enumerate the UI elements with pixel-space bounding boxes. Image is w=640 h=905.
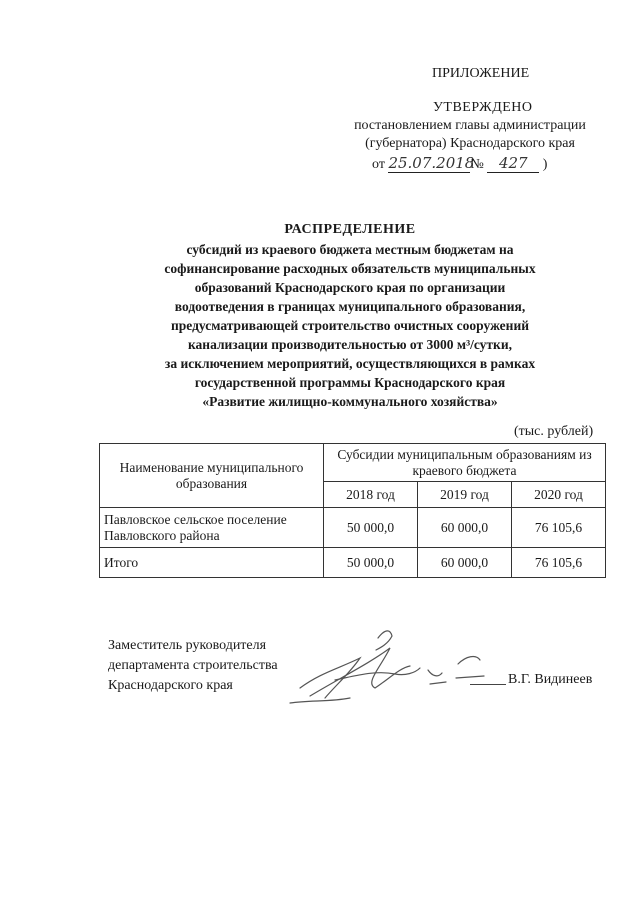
table-row xyxy=(100,508,606,548)
approval-number: 427 xyxy=(487,154,539,173)
signatory-line: Краснодарского края xyxy=(108,678,233,693)
date-prefix: от xyxy=(372,157,385,172)
row-value: 60 000,0 xyxy=(417,508,511,548)
document-heading: РАСПРЕДЕЛЕНИЕ xyxy=(284,222,416,237)
row-value: 76 105,6 xyxy=(511,508,605,548)
subtitle-line: за исключением мероприятий, осуществляющихся в рамках xyxy=(164,356,536,371)
number-prefix: № xyxy=(470,157,484,172)
signatory-line: Заместитель руководителя xyxy=(108,638,267,653)
appendix-label: ПРИЛОЖЕНИЕ xyxy=(432,66,530,81)
header-year: 2020 год xyxy=(511,482,605,508)
signature-line xyxy=(470,684,506,685)
row-value: 60 000,0 xyxy=(417,548,511,578)
document-subtitle xyxy=(100,240,600,411)
row-value: 50 000,0 xyxy=(324,548,418,578)
header-year: 2019 год xyxy=(417,482,511,508)
signatory-title xyxy=(108,636,278,696)
approval-date: 25.07.2018 xyxy=(388,154,475,172)
row-name: Павловское сельское поселение Павловского района xyxy=(100,508,324,548)
approved-label: УТВЕРЖДЕНО xyxy=(433,100,533,115)
subtitle-line: государственной программы Краснодарского края xyxy=(194,375,506,390)
units-label: (тыс. рублей) xyxy=(514,424,594,439)
subtitle-line: «Развитие жилищно-коммунального хозяйства» xyxy=(202,394,498,409)
subsidy-table xyxy=(99,443,606,578)
row-value: 76 105,6 xyxy=(511,548,605,578)
header-name: Наименование муниципального образования xyxy=(100,444,324,508)
approval-line-1: постановлением главы администрации xyxy=(354,118,586,133)
signer-name: В.Г. Видинеев xyxy=(508,672,593,687)
subtitle-line: софинансирование расходных обязательств муниципальных xyxy=(164,261,536,276)
header-year: 2018 год xyxy=(324,482,418,508)
subtitle-line: субсидий из краевого бюджета местным бюджетам на xyxy=(186,242,514,257)
subtitle-line: водоотведения в границах муниципального образования, xyxy=(174,299,526,314)
approval-date-line: от 25.07.2018№ 427 ) xyxy=(372,154,548,172)
table-row xyxy=(100,548,606,578)
subtitle-line: образований Краснодарского края по организации xyxy=(194,280,506,295)
row-name: Итого xyxy=(100,548,324,578)
signatory-line: департамента строительства xyxy=(108,658,278,673)
subtitle-line: предусматривающей строительство очистных сооружений xyxy=(170,318,530,333)
header-subsidies: Субсидии муниципальным образованиям из краевого бюджета xyxy=(324,444,606,482)
row-value: 50 000,0 xyxy=(324,508,418,548)
subtitle-line: канализации производительностью от 3000 м³/сутки, xyxy=(187,337,512,352)
handwritten-signature xyxy=(280,618,500,718)
approval-line-2: (губернатора) Краснодарского края xyxy=(365,136,575,151)
